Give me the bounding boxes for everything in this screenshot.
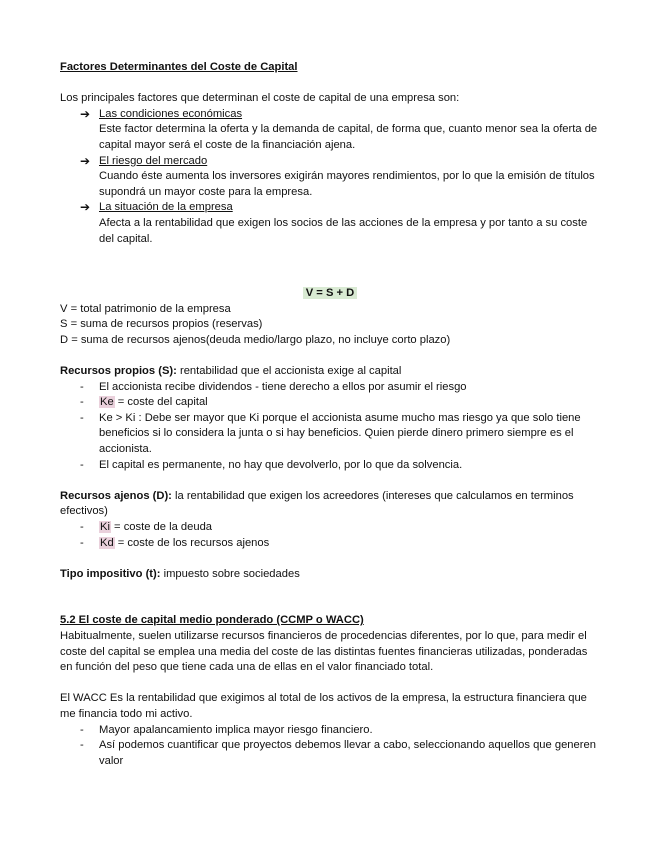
list-item: - Así podemos cuantificar que proyectos debemos llevar a cabo, seleccionando aquellos que generen valor	[80, 739, 596, 767]
recursos-propios-text: rentabilidad que el accionista exige al capital	[176, 365, 402, 378]
factor-item-2	[80, 154, 600, 201]
list-item: - Kd = coste de los recursos ajenos	[80, 536, 270, 549]
tipo-impositivo-text: impuesto sobre sociedades	[160, 567, 300, 580]
factor-text: Cuando éste aumenta los inversores exigirán mayores rendimientos, por lo que la emisión de títulos supondrá un mayor coste para la empresa.	[99, 170, 595, 198]
recursos-ajenos-text: la rentabilidad que exigen los acreedores (intereses que calculamos en terminos efectivos)	[60, 489, 574, 518]
definition-d: D = suma de recursos ajenos(deuda medio/largo plazo, no incluye corto plazo)	[60, 333, 451, 346]
arrow-icon: ➔	[80, 106, 91, 121]
list-item: - El capital es permanente, no hay que devolverlo, por lo que da solvencia.	[80, 458, 463, 471]
factor-heading: Las condiciones económicas	[99, 107, 243, 120]
intro-paragraph: Los principales factores que determinan el coste de capital de una empresa son:	[60, 92, 460, 105]
factor-heading: La situación de la empresa	[99, 201, 233, 214]
wacc-paragraph-2: El WACC Es la rentabilidad que exigimos al total de los activos de la empresa, la estructura financiera que me financia todo mi activo.	[60, 692, 587, 720]
factor-heading: El riesgo del mercado	[99, 154, 208, 167]
factor-item-3	[80, 200, 600, 247]
tipo-impositivo-line	[60, 567, 600, 583]
factor-text: Afecta a la rentabilidad que exigen los socios de las acciones de la empresa y por tanto a su coste del capital.	[99, 216, 588, 245]
list-item: - Ke = coste del capital	[80, 396, 208, 409]
recursos-ajenos-label: Recursos ajenos (D):	[60, 489, 172, 502]
definition-v: V = total patrimonio de la empresa	[60, 302, 231, 315]
recursos-ajenos-line	[60, 489, 600, 520]
list-item: - Ki = coste de la deuda	[80, 521, 213, 534]
arrow-icon: ➔	[80, 153, 91, 168]
ki-highlight: Ki	[100, 521, 110, 534]
factor-text: Este factor determina la oferta y la demanda de capital, de forma que, cuanto menor sea la oferta de capital mayor será el coste de la financiación ajena.	[99, 123, 598, 151]
arrow-icon: ➔	[80, 200, 91, 215]
list-item: - Ke > Ki : Debe ser mayor que Ki porque el accionista asume mucho mas riesgo ya que solo tiene beneficios si lo considera la junta o si hay beneficios. Quien pierde dinero primero siempre es el accionista.	[80, 411, 581, 456]
ke-highlight: Ke	[100, 396, 114, 409]
tipo-impositivo-label: Tipo impositivo (t):	[60, 567, 161, 580]
section-title-wacc: 5.2 El coste de capital medio ponderado (CCMP o WACC)	[60, 614, 364, 627]
formula-highlight: V = S + D	[303, 287, 358, 299]
recursos-propios-line	[60, 364, 600, 380]
formula-line	[60, 286, 600, 302]
list-item: - Mayor apalancamiento implica mayor riesgo financiero.	[80, 723, 373, 736]
list-item: - El accionista recibe dividendos - tiene derecho a ellos por asumir el riesgo	[80, 380, 467, 393]
recursos-propios-label: Recursos propios (S):	[60, 365, 177, 378]
document-page	[60, 60, 600, 769]
kd-highlight: Kd	[100, 536, 114, 549]
section-title-factores: Factores Determinantes del Coste de Capital	[60, 61, 298, 73]
factor-item-1	[80, 107, 600, 154]
definition-s: S = suma de recursos propios (reservas)	[60, 318, 263, 331]
wacc-paragraph-1: Habitualmente, suelen utilizarse recursos financieros de procedencias diferentes, por lo que, para medir el coste del capital se emplea una media del coste de las distintas fuentes financieras utilizadas, ponderadas en función del peso que tiene cada una de ellas en el valor financiado total.	[60, 630, 588, 674]
